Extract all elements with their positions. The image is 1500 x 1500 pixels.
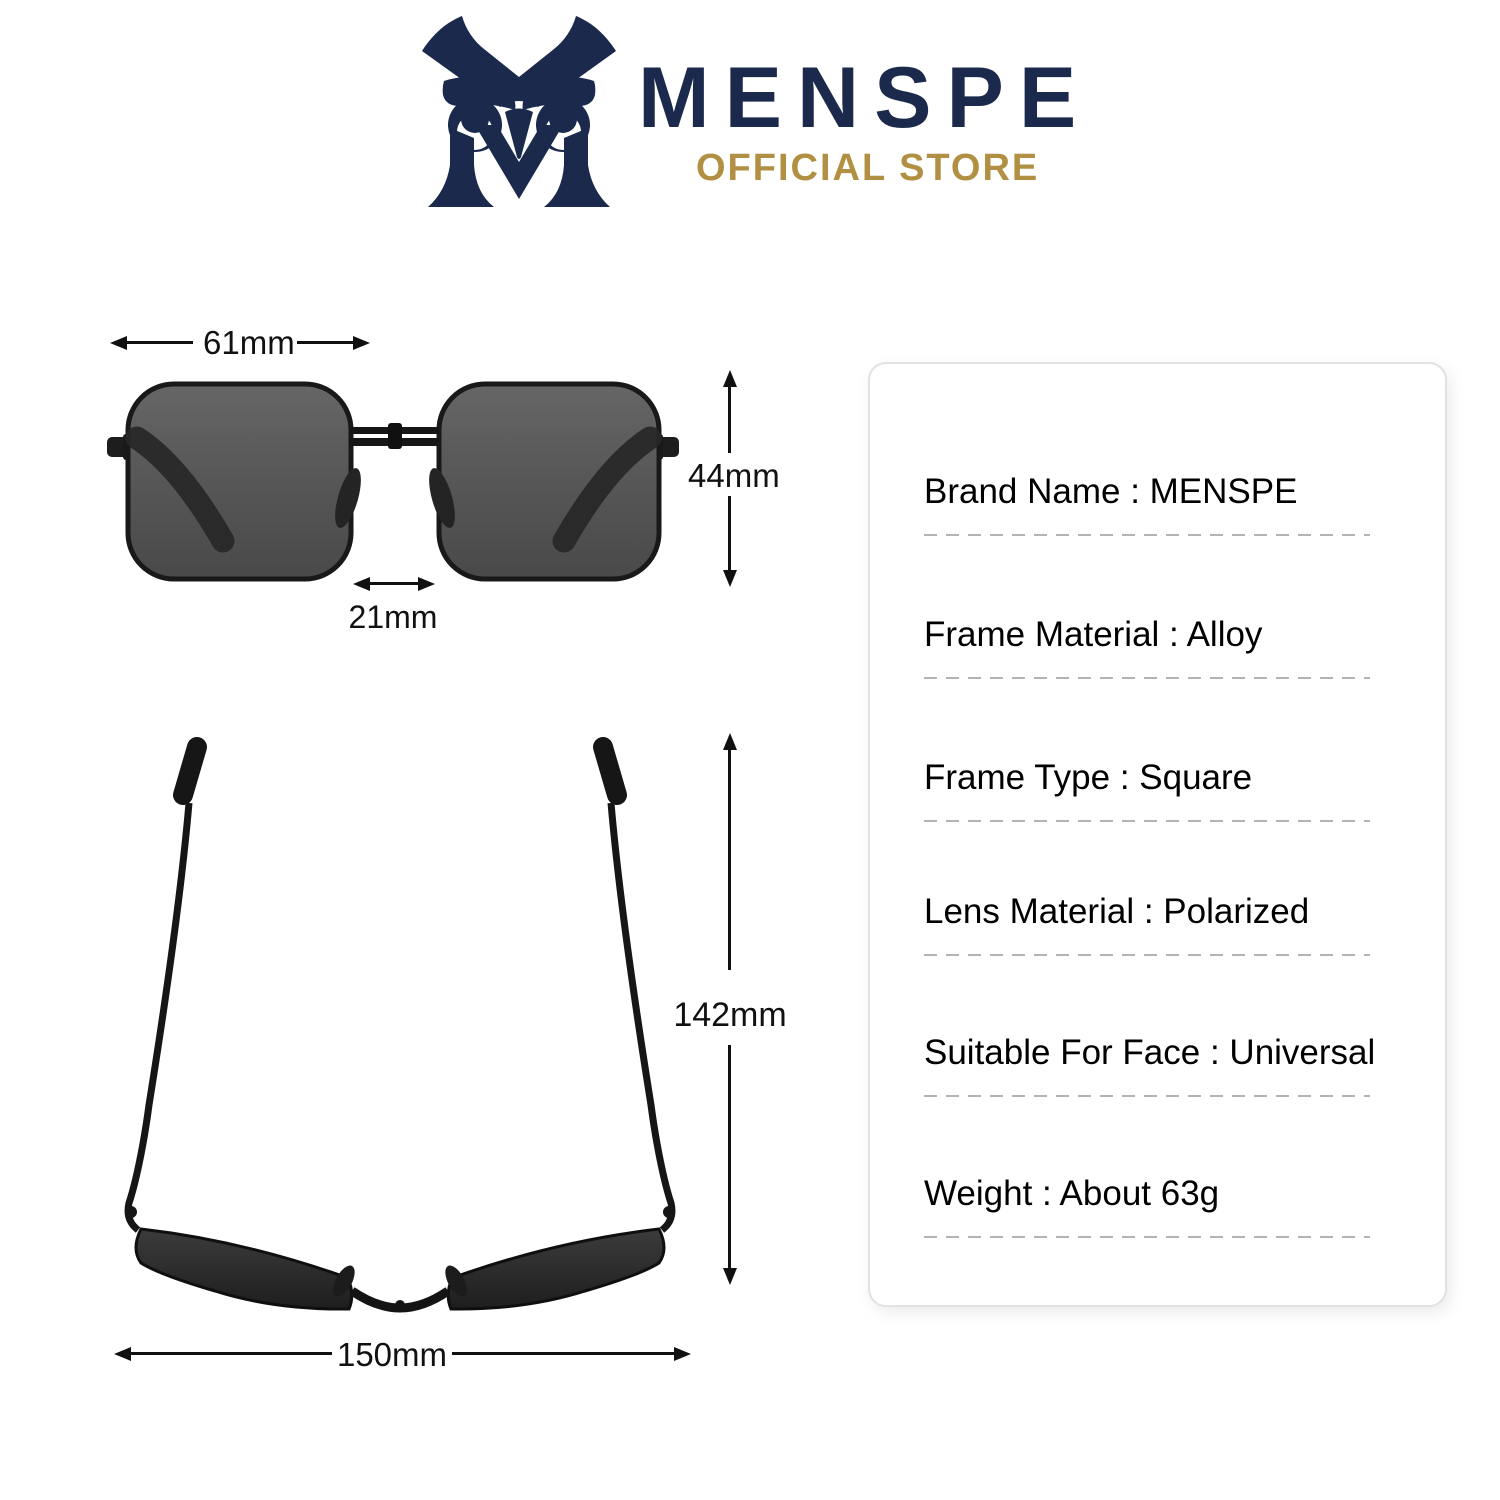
arrow-left-icon	[114, 1347, 131, 1361]
dashed-divider	[924, 1236, 1370, 1238]
arrow-right-icon	[353, 336, 370, 350]
dimension-line	[130, 1352, 332, 1355]
dimension-line	[297, 341, 353, 344]
arrow-left-icon	[353, 577, 370, 591]
spec-row-weight	[924, 1174, 1394, 1238]
bridge-width-label: 21mm	[348, 599, 438, 635]
spec-text: Lens Material : Polarized	[924, 892, 1310, 931]
arrow-right-icon	[418, 577, 435, 591]
frame-width-label: 150mm	[336, 1336, 448, 1373]
sunglasses-top-view	[105, 725, 695, 1335]
menspe-owl-logo-icon	[418, 13, 620, 210]
arrow-down-icon	[723, 570, 737, 587]
arrow-left-icon	[110, 336, 127, 350]
dimension-line	[369, 582, 418, 585]
spec-text: Frame Material : Alloy	[924, 615, 1263, 654]
spec-card	[868, 362, 1447, 1307]
dimension-line	[728, 748, 731, 970]
dimension-line	[452, 1352, 674, 1355]
dashed-divider	[924, 534, 1370, 536]
dashed-divider	[924, 677, 1370, 679]
spec-text: Frame Type : Square	[924, 758, 1253, 797]
spec-row-frame-type	[924, 758, 1394, 822]
dashed-divider	[924, 954, 1370, 956]
dimension-line	[728, 385, 731, 453]
brand-name: MENSPE	[638, 50, 1092, 146]
dimension-line	[728, 1045, 731, 1268]
lens-height-label: 44mm	[688, 457, 780, 494]
spec-row-lens-material	[924, 892, 1394, 956]
lens-width-label: 61mm	[203, 324, 295, 361]
spec-row-frame-material	[924, 615, 1394, 679]
spec-row-suitable-face	[924, 1033, 1394, 1097]
store-label: OFFICIAL STORE	[696, 147, 1040, 189]
spec-text: Suitable For Face : Universal	[924, 1033, 1376, 1072]
arrow-down-icon	[723, 1268, 737, 1285]
arrow-right-icon	[674, 1347, 691, 1361]
dimension-line	[728, 496, 731, 570]
temple-length-label: 142mm	[673, 996, 787, 1034]
spec-text: Weight : About 63g	[924, 1174, 1220, 1213]
dashed-divider	[924, 820, 1370, 822]
spec-text: Brand Name : MENSPE	[924, 472, 1298, 511]
sunglasses-front-view	[105, 378, 681, 586]
spec-row-brand-name	[924, 472, 1394, 536]
dimension-line	[126, 341, 193, 344]
dashed-divider	[924, 1095, 1370, 1097]
